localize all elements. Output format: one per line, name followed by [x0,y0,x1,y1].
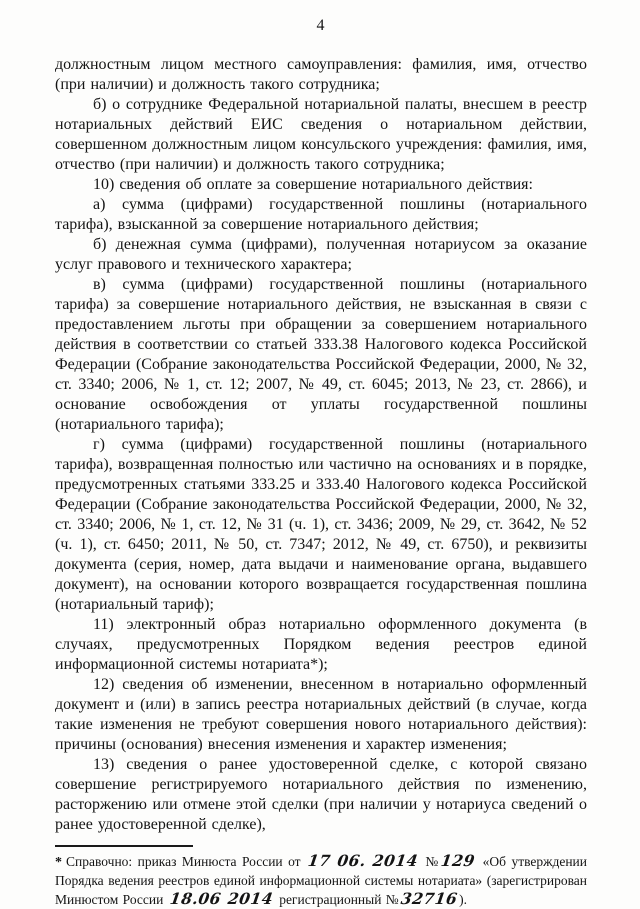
paragraph-item-11: 11) электронный образ нотариально оформленного документа (в случаях, предусмотренных Порядком ведения реестров единой информационной системы нотариата*); [55,616,587,673]
paragraph-item-b-fnp: б) о сотруднике Федеральной нотариальной палаты, внесшем в реестр нотариальных действий ЕИС сведения о нотариальном действии, совершенном должностным лицом консульского учреждения: фамилия, имя, отчество (при наличии) и должность такого сотрудника; [55,96,587,173]
handwritten-date-registration: 18.06 2014 [168,889,275,908]
paragraph-item-13: 13) сведения о ранее удостоверенной сделке, с которой связано совершение регистрируемого нотариального действия по изменению, расторжению или отмене этой сделки (при наличии у нотариуса сведений о ранее удостоверенной сделке), [55,756,587,833]
handwritten-date-order: 17 06. 2014 [306,851,420,870]
handwritten-registration-number: 32716 [399,889,459,908]
paragraph-item-10v: в) сумма (цифрами) государственной пошлины (нотариального тарифа) за совершение нотариального действия, не взысканная в связи с предоставлением льготы при обращении за совершением нотариального действия в соответствии со статьей 333.38 Налогового кодекса Российской Федерации (Собрание законодательства Российской Федерации, 2000, № 32, ст. 3340; 2006, № 1, ст. 12; 2007, № 49, ст. 6045; 2013, № 23, ст. 2866), и основание освобождения от уплаты государственной пошлины (нотариального тарифа); [55,276,587,433]
footnote-separator-rule [55,845,193,847]
footnote-marker: * [55,855,62,870]
footnote-text [55,852,587,909]
paragraph-item-12: 12) сведения об изменении, внесенном в нотариально оформленный документ и (или) в запись реестра нотариальных действий (в случае, когда такие изменения не требуют совершения нового нотариального действия): причины (основания) внесения изменения и характер изменения; [55,676,587,753]
paragraph-item-10: 10) сведения об оплате за совершение нотариального действия: [93,176,533,193]
footnote-text-part: регистрационный № [279,892,399,907]
document-body [55,55,587,835]
paragraph-item-10a: а) сумма (цифрами) государственной пошлины (нотариального тарифа), взысканной за совершение нотариального действия; [55,196,587,233]
handwritten-order-number: 129 [440,851,477,870]
footnote-text-part: «Об утверждении Порядка ведения реестров единой информационной системы нотариата» (зарегистрирован Минюстом России [55,854,587,907]
footnote-text-part: № [425,854,440,869]
paragraph-continuation: должностным лицом местного самоуправления: фамилия, имя, отчество (при наличии) и должность такого сотрудника; [55,56,587,93]
page-number: 4 [316,17,326,34]
footnote-text-part: Справочно: приказ Минюста России от [66,854,301,869]
footnote-text-part: ). [459,892,468,907]
footnote [55,845,587,909]
paragraph-item-10g: г) сумма (цифрами) государственной пошлины (нотариального тарифа), возвращенная полностью или частично на основаниях и в порядке, предусмотренных статьями 333.25 и 333.40 Налогового кодекса Российской Федерации (Собрание законодательства Российской Федерации, 2000, № 32, ст. 3340; 2006, № 1, ст. 12, № 31 (ч. 1), ст. 3436; 2009, № 29, ст. 3642, № 52 (ч. 1), ст. 6450; 2011, № 50, ст. 7347; 2012, № 49, ст. 6750), и реквизиты документа (серия, номер, дата выдачи и наименование органа, выдавшего документ), на основании которого возвращается государственная пошлина (нотариальный тариф); [55,436,587,613]
paragraph-item-10b: б) денежная сумма (цифрами), полученная нотариусом за оказание услуг правового и технического характера; [55,236,587,273]
